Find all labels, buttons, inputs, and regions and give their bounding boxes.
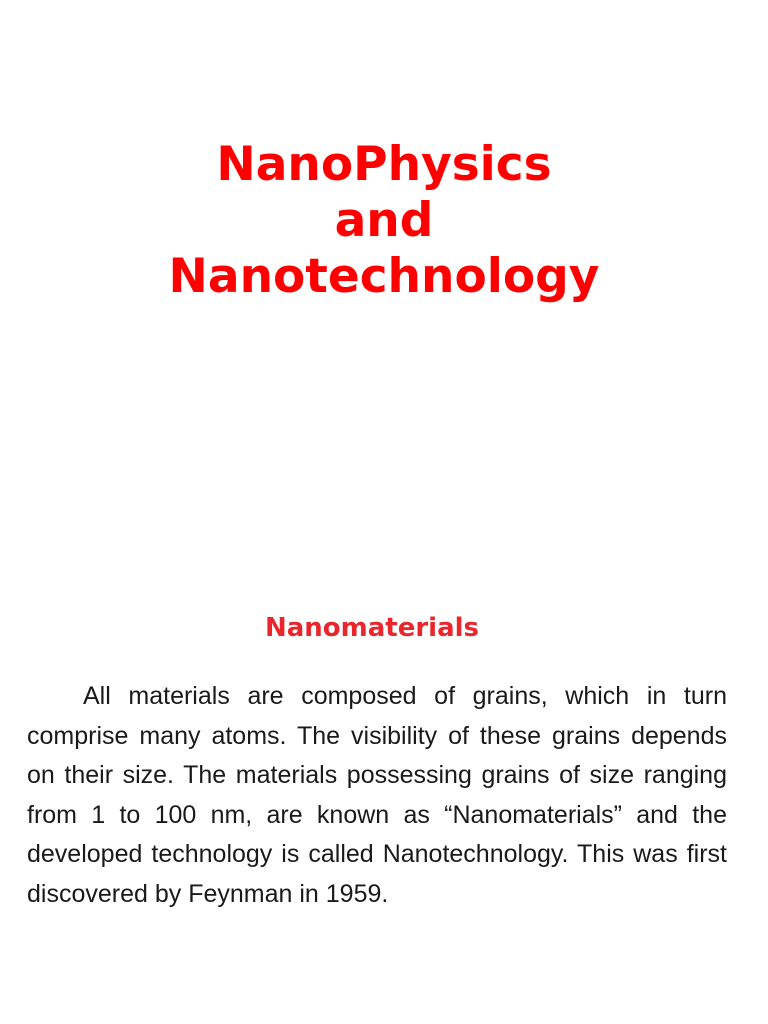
body-paragraph: All materials are composed of grains, which in turn comprise many atoms. The visibility of these grains depends on their size. The materials possessing grains of size ranging from 1 to 100 nm, are known as “Nanomaterials” and the developed technology is called Nanotechnology. This was first discovered by Feynman in 1959. xyxy=(27,682,727,908)
title-line-2: and xyxy=(334,193,434,248)
page-title xyxy=(0,137,768,305)
title-line-1: NanoPhysics xyxy=(216,137,552,192)
title-line-3: Nanotechnology xyxy=(168,249,600,304)
section-heading: Nanomaterials xyxy=(264,613,480,643)
